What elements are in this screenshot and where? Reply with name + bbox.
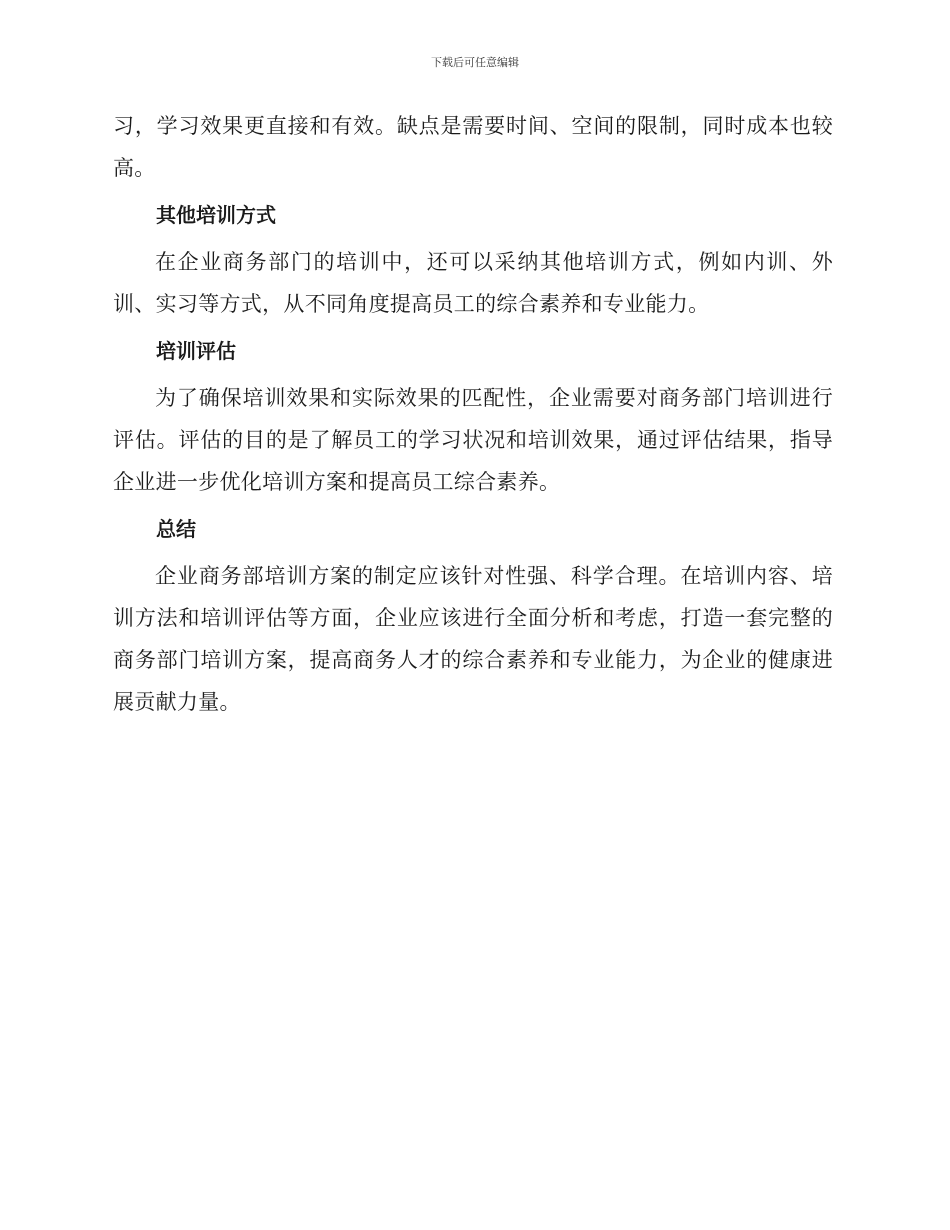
continuation-paragraph: 习，学习效果更直接和有效。缺点是需要时间、空间的限制，同时成本也较高。 bbox=[113, 114, 833, 180]
section-body-evaluation: 为了确保培训效果和实际效果的匹配性，企业需要对商务部门培训进行评估。评估的目的是了解员工的学习状况和培训效果，通过评估结果，指导企业进一步优化培训方案和提高员工综合素养。 bbox=[113, 386, 833, 494]
section-heading-summary: 总结 bbox=[156, 517, 196, 541]
section-body-summary: 企业商务部培训方案的制定应该针对性强、科学合理。在培训内容、培训方法和培训评估等方面，企业应该进行全面分析和考虑，打造一套完整的商务部门培训方案，提高商务人才的综合素养和专业能力，为企业的健康进展贡献力量。 bbox=[113, 564, 833, 714]
page-header: 下载后可任意编辑 bbox=[431, 56, 519, 69]
section-heading-evaluation: 培训评估 bbox=[156, 339, 236, 363]
document-body bbox=[113, 105, 833, 723]
section-body-other-methods: 在企业商务部门的培训中，还可以采纳其他培训方式，例如内训、外训、实习等方式，从不同角度提高员工的综合素养和专业能力。 bbox=[113, 250, 833, 316]
section-heading-other-methods: 其他培训方式 bbox=[156, 203, 276, 227]
